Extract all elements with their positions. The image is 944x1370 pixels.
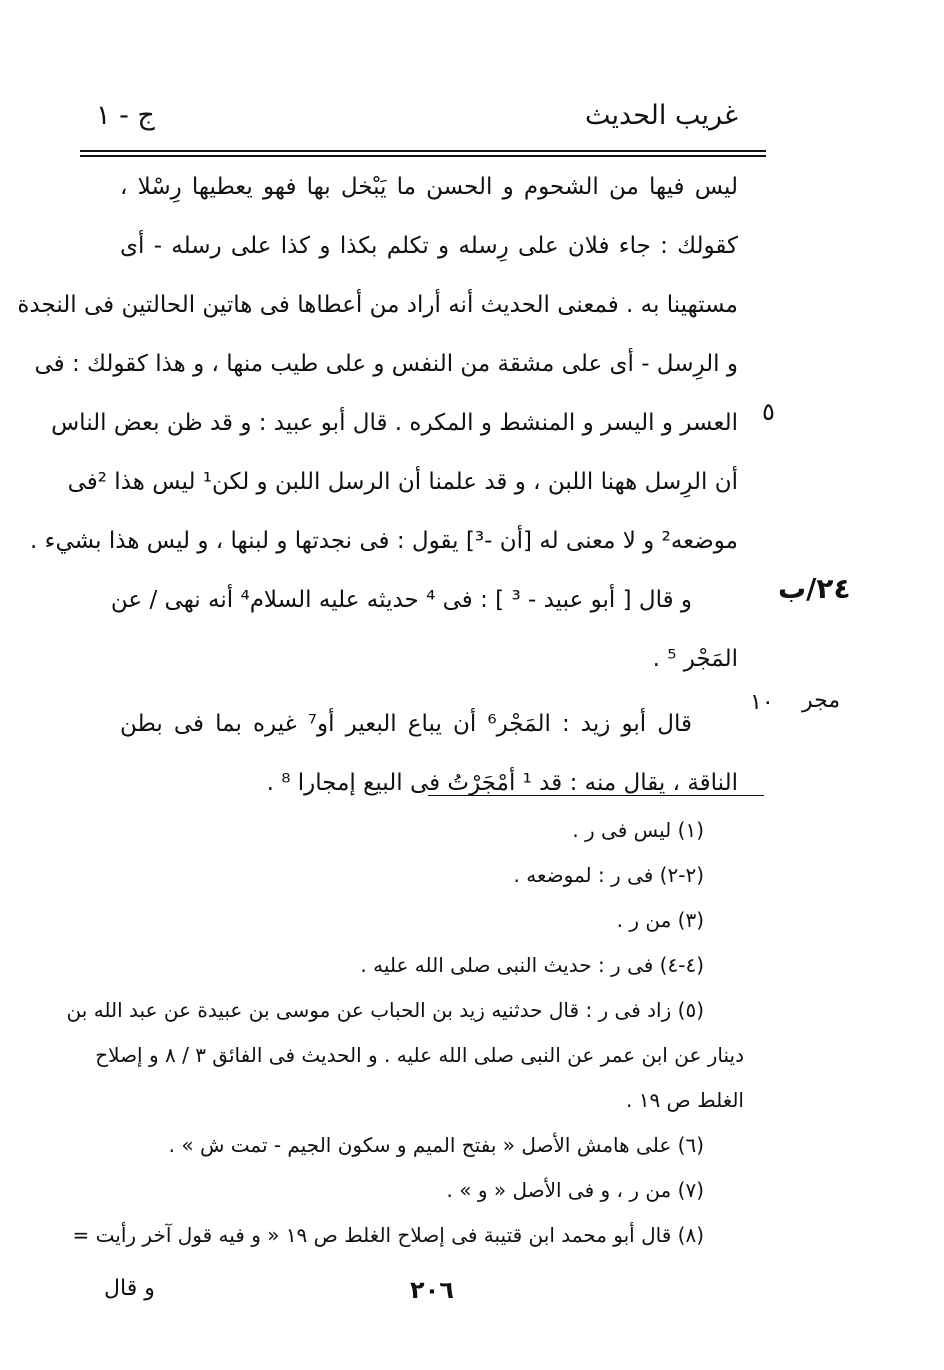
footnote-continuation: دينار عن ابن عمر عن النبى صلى الله عليه . و الحديث فى الفائق ٣ / ٨ و إصلاح [95, 1043, 744, 1067]
text-line: الناقة ، يقال منه : قد ¹ أمْجَرْتُ فى البيع إمجارا ⁸ . [266, 770, 738, 796]
footnote-rule [428, 795, 764, 796]
text-line: ليس فيها من الشحوم و الحسن ما يَبْخل بها فهو يعطيها رِسْلا ، [120, 174, 738, 200]
text-line: قال أبو زيد : المَجْر⁶ أن يباع البعير أو⁷ غيره بما فى بطن [120, 711, 692, 737]
header-rule-bottom [80, 155, 766, 157]
main-text [17, 158, 738, 813]
footnote: (١) ليس فى ر . [572, 818, 704, 842]
footnote: (٨) قال أبو محمد ابن قتيبة فى إصلاح الغلط ص ١٩ « و فيه قول آخر رأيت = [72, 1223, 704, 1247]
page-number: ٢٠٦ [410, 1276, 454, 1304]
footnote: (٧) من ر ، و فى الأصل « و » . [446, 1178, 704, 1202]
footnote: (٥) زاد فى ر : قال حدثنيه زيد بن الحباب عن موسى بن عبيدة عن عبد الله بن [66, 998, 704, 1022]
footnote: (٣) من ر . [616, 908, 704, 932]
text-line: و قال [ أبو عبيد - ³ ] : فى ⁴ حديثه عليه السلام⁴ أنه نهى / عن [110, 587, 692, 613]
text-line: مستهينا به . فمعنى الحديث أنه أراد من أعطاها فى هاتين الحالتين فى النجدة [17, 292, 738, 318]
catchword: و قال [104, 1276, 155, 1301]
text-line: المَجْر ⁵ . [652, 646, 738, 672]
footnote: (٦) على هامش الأصل « بفتح الميم و سكون الجيم - تمت ش » . [168, 1133, 704, 1157]
line-number-ten: ١٠ [750, 690, 774, 715]
margin-lemma: مجر [802, 688, 841, 713]
text-line: و الرِسل - أى على مشقة من النفس و على طيب منها ، و هذا كقولك : فى [34, 351, 738, 377]
text-line: كقولك : جاء فلان على رِسله و تكلم بكذا و كذا على رسله - أى [120, 233, 738, 259]
text-line: موضعه² و لا معنى له [أن -³] يقول : فى نجدتها و لبنها ، و ليس هذا بشيء . [30, 528, 738, 554]
footnote: (٤-٤) فى ر : حديث النبى صلى الله عليه . [360, 953, 704, 977]
line-number-five: ٥ [762, 398, 775, 426]
text-line: العسر و اليسر و المنشط و المكره . قال أبو عبيد : و قد ظن بعض الناس [51, 410, 738, 436]
footnote: (٢-٢) فى ر : لموضعه . [513, 863, 704, 887]
volume-marker: ج - ١ [96, 100, 155, 131]
running-title: غريب الحديث [585, 100, 738, 131]
header-rule-top [80, 150, 766, 152]
footnotes [66, 808, 744, 1258]
folio-marker: ٢٤/ب [778, 572, 851, 605]
text-line: أن الرِسل ههنا اللبن ، و قد علمنا أن الرسل اللبن و لكن¹ ليس هذا ²فى [67, 469, 738, 495]
footnote-continuation: الغلط ص ١٩ . [625, 1088, 744, 1112]
